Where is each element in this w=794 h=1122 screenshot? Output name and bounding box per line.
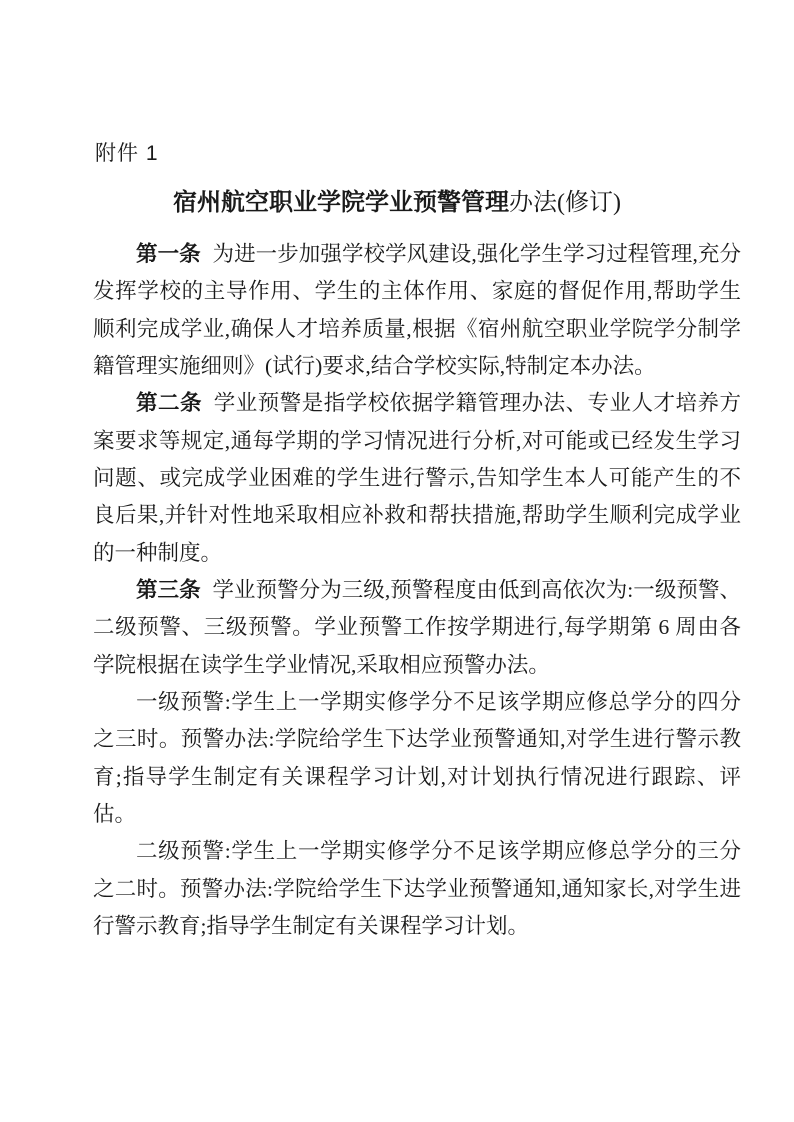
- paragraph-article-3: [93, 572, 741, 684]
- article-3-lead: 第三条: [136, 577, 201, 602]
- document-body: [93, 236, 741, 945]
- level-1-warning-text: 一级预警:学生上一学期实修学分不足该学期应修总学分的四分之三时。预警办法:学院给学生下达学业预警通知,对学生进行警示教育;指导学生制定有关课程学习计划,对计划执行情况进行跟踪、评估。: [93, 689, 741, 826]
- paragraph-level-1-warning: [93, 684, 741, 833]
- document-title: [0, 188, 794, 218]
- article-3-text: 学业预警分为三级,预警程度由低到高依次为:一级预警、二级预警、三级预警。学业预警工作按学期进行,每学期第 6 周由各学院根据在读学生学业情况,采取相应预警办法。: [93, 577, 741, 677]
- document-title-emphasis: 宿州航空职业学院学业预警管理: [173, 190, 509, 216]
- article-1-text: 为进一步加强学校学风建设,强化学生学习过程管理,充分发挥学校的主导作用、学生的主体作用、家庭的督促作用,帮助学生顺利完成学业,确保人才培养质量,根据《宿州航空职业学院学分制学籍管理实施细则》(试行)要求,结合学校实际,特制定本办法。: [93, 242, 741, 378]
- level-2-warning-text: 二级预警:学生上一学期实修学分不足该学期应修总学分的三分之二时。预警办法:学院给学生下达学业预警通知,通知家长,对学生进行警示教育;指导学生制定有关课程学习计划。: [93, 839, 741, 938]
- article-2-lead: 第二条: [136, 391, 202, 416]
- article-2-text: 学业预警是指学校依据学籍管理办法、专业人才培养方案要求等规定,通每学期的学习情况进行分析,对可能或已经发生学习问题、或完成学业困难的学生进行警示,告知学生本人可能产生的不良后果,并针对性地采取相应补救和帮扶措施,帮助学生顺利完成学业的一种制度。: [93, 391, 741, 565]
- article-1-lead: 第一条: [136, 242, 201, 266]
- attachment-label: 附件 1: [95, 142, 159, 165]
- document-title-suffix: 办法(修订): [509, 190, 621, 216]
- paragraph-article-2: [93, 385, 741, 572]
- paragraph-article-1: [93, 236, 741, 385]
- paragraph-level-2-warning: [93, 833, 741, 945]
